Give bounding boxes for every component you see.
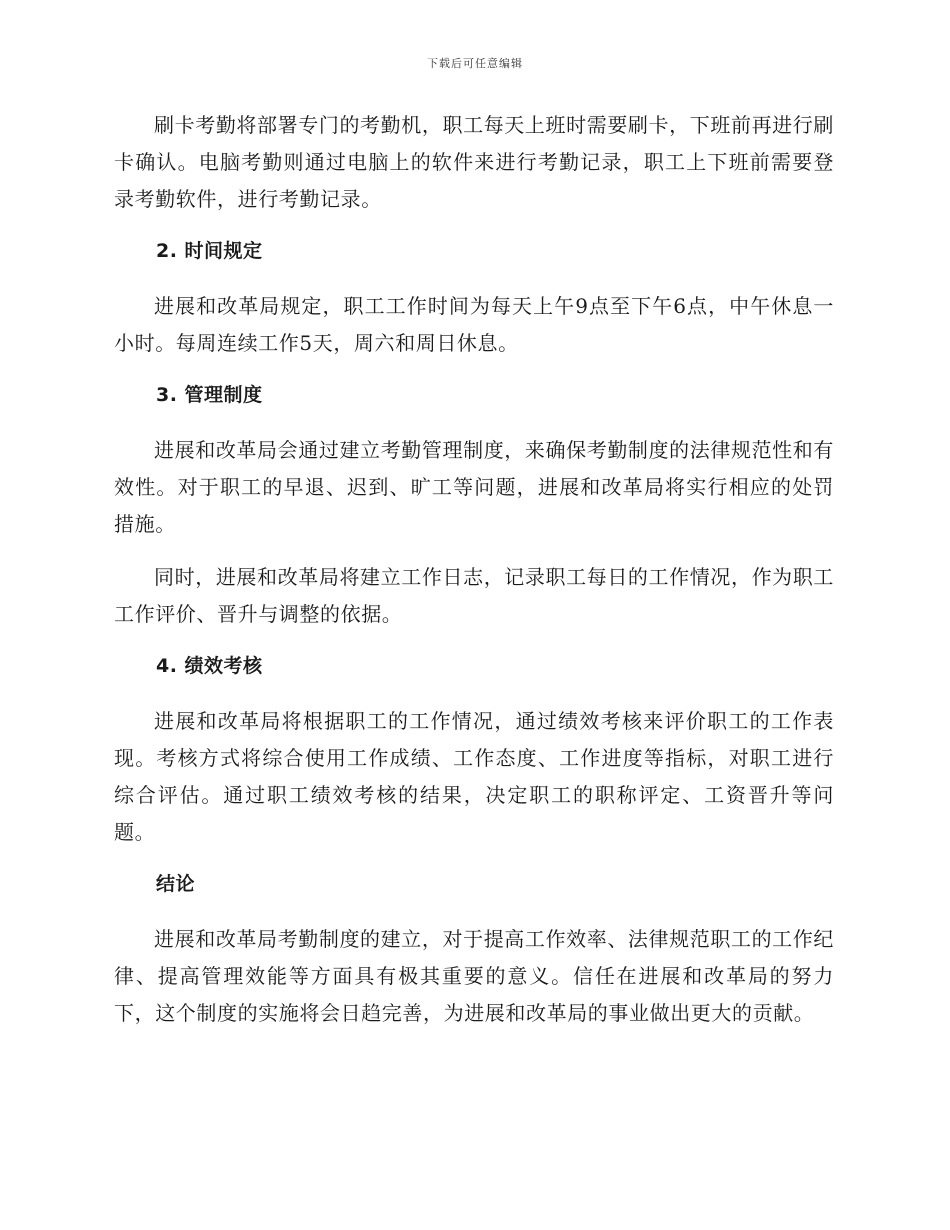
header-note: 下载后可任意编辑: [427, 57, 523, 70]
section-heading-performance-review: 4. 绩效考核: [156, 655, 263, 677]
management-system-paragraph-2: 同时，进展和改革局将建立工作日志，记录职工每日的工作情况，作为职工工作评价、晋升与调整的依据。: [114, 565, 834, 626]
section-heading-time-rules: 2. 时间规定: [156, 240, 263, 262]
section-heading-conclusion: 结论: [156, 873, 196, 895]
intro-paragraph: 刷卡考勤将部署专门的考勤机，职工每天上班时需要刷卡，下班前再进行刷卡确认。电脑考勤则通过电脑上的软件来进行考勤记录，职工上下班前需要登录考勤软件，进行考勤记录。: [114, 113, 834, 211]
management-system-paragraph-1: 进展和改革局会通过建立考勤管理制度，来确保考勤制度的法律规范性和有效性。对于职工的早退、迟到、旷工等问题，进展和改革局将实行相应的处罚措施。: [114, 438, 834, 536]
performance-review-paragraph: 进展和改革局将根据职工的工作情况，通过绩效考核来评价职工的工作表现。考核方式将综合使用工作成绩、工作态度、工作进度等指标，对职工进行综合评估。通过职工绩效考核的结果，决定职工的职称评定、工资晋升等问题。: [114, 709, 834, 844]
document-body: [114, 107, 834, 1048]
conclusion-paragraph: 进展和改革局考勤制度的建立，对于提高工作效率、法律规范职工的工作纪律、提高管理效能等方面具有极其重要的意义。信任在进展和改革局的努力下，这个制度的实施将会日趋完善，为进展和改革局的事业做出更大的贡献。: [114, 927, 834, 1025]
section-heading-management-system: 3. 管理制度: [156, 384, 263, 406]
time-rules-paragraph: 进展和改革局规定，职工工作时间为每天上午9点至下午6点，中午休息一小时。每周连续工作5天，周六和周日休息。: [114, 294, 834, 355]
